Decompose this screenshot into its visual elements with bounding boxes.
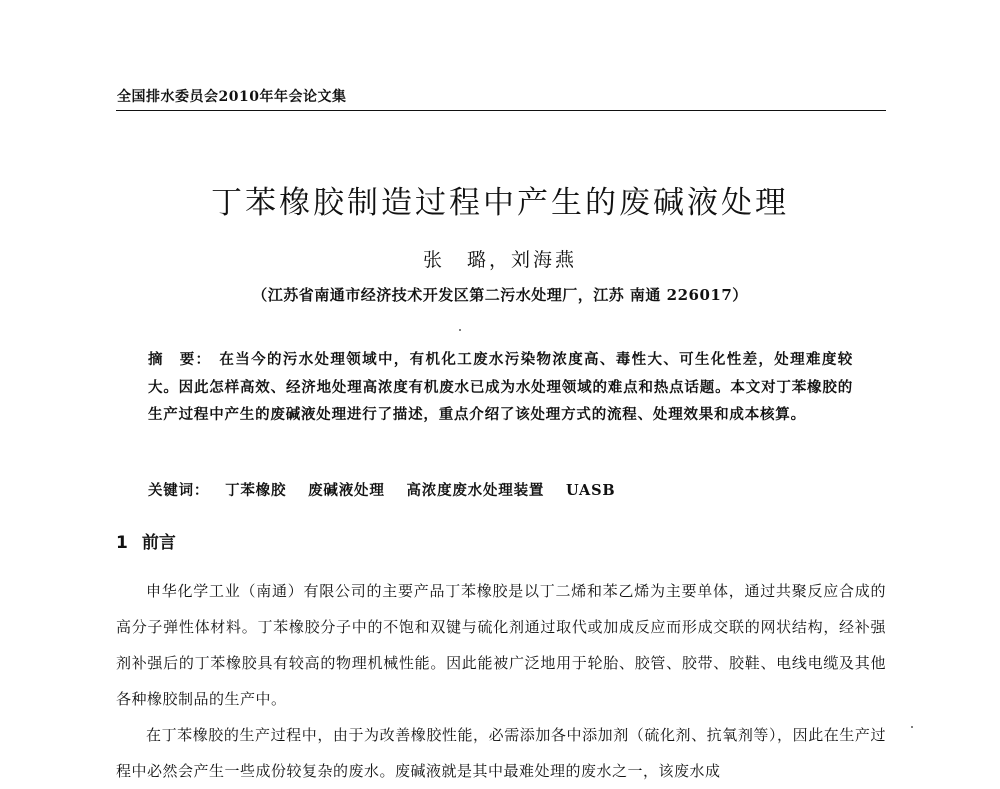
keyword-item: 高浓度废水处理装置 bbox=[406, 482, 545, 499]
keyword-item: UASB bbox=[566, 482, 616, 499]
keywords-label: 关键词： bbox=[148, 483, 210, 499]
header-rule bbox=[116, 110, 886, 111]
paper-affiliation: （江苏省南通市经济技术开发区第二污水处理厂，江苏 南通 226017） bbox=[252, 286, 748, 304]
section-title: 前言 bbox=[141, 533, 176, 553]
body-paragraph: 申华化学工业（南通）有限公司的主要产品丁苯橡胶是以丁二烯和苯乙烯为主要单体，通过共聚反应合成的高分子弹性体材料。丁苯橡胶分子中的不饱和双键与硫化剂通过取代或加成反应而形成交联的网状结构，经补强剂补强后的丁苯橡胶具有较高的物理机械性能。因此能被广泛地用于轮胎、胶管、胶带、胶鞋、电线电缆及其他各种橡胶制品的生产中。 bbox=[116, 582, 886, 708]
body-text bbox=[116, 573, 886, 789]
keyword-item: 废碱液处理 bbox=[308, 482, 385, 499]
abstract-text: 在当今的污水处理领域中，有机化工废水污染物浓度高、毒性大、可生化性差，处理难度较大。因此怎样高效、经济地处理高浓度有机废水已成为水处理领域的难点和热点话题。本文对丁苯橡胶的生产过程中产生的废碱液处理进行了描述，重点介绍了该处理方式的流程、处理效果和成本核算。 bbox=[148, 351, 854, 423]
paper-authors: 张 璐，刘海燕 bbox=[422, 249, 577, 271]
speck-mark bbox=[459, 329, 461, 331]
section-heading bbox=[116, 528, 176, 553]
abstract bbox=[148, 346, 853, 428]
abstract-label: 摘 要： bbox=[148, 352, 212, 368]
running-header: 全国排水委员会2010年年会论文集 bbox=[117, 89, 347, 105]
speck-mark bbox=[911, 726, 913, 728]
keyword-item: 丁苯橡胶 bbox=[225, 482, 287, 499]
paper-title: 丁苯橡胶制造过程中产生的废碱液处理 bbox=[211, 185, 789, 221]
body-paragraph: 在丁苯橡胶的生产过程中，由于为改善橡胶性能，必需添加各中添加剂（硫化剂、抗氧剂等），因此在生产过程中必然会产生一些成份较复杂的废水。废碱液就是其中最难处理的废水之一，该废水成 bbox=[116, 726, 886, 780]
section-number: 1 bbox=[116, 533, 128, 553]
keywords bbox=[148, 479, 853, 500]
